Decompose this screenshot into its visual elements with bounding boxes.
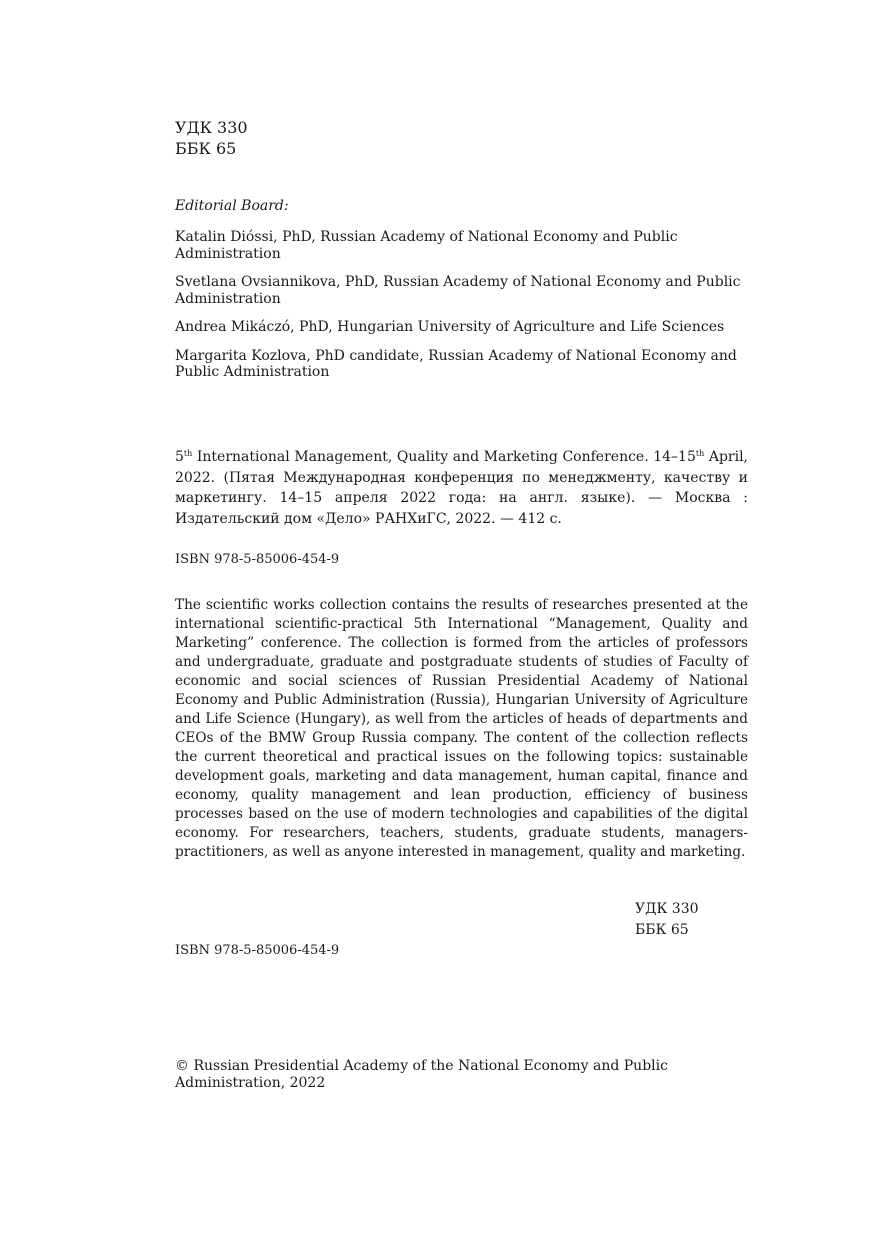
board-member: Andrea Mikáczó, PhD, Hungarian University of Agriculture and Life Sciences — [175, 319, 725, 335]
copyright-notice: © Russian Presidential Academy of the National Economy and Public Administration, 2022 — [175, 1058, 668, 1091]
udk-code: УДК 330 — [635, 901, 699, 917]
isbn-top: ISBN 978-5-85006-454-9 — [175, 552, 340, 567]
biblio-text-1: International Management, Quality and Marketing Conference. 14–15 — [192, 449, 696, 465]
board-member: Svetlana Ovsiannikova, PhD, Russian Academy of National Economy and Public Administration — [175, 274, 741, 307]
editorial-board-label: Editorial Board: — [175, 198, 289, 214]
biblio-superscript: th — [695, 449, 705, 458]
udk-code: УДК 330 — [175, 118, 248, 137]
classification-right — [635, 899, 699, 941]
bbk-code: ББК 65 — [175, 139, 237, 158]
isbn-bottom: ISBN 978-5-85006-454-9 — [175, 943, 340, 958]
bbk-code: ББК 65 — [635, 922, 689, 938]
abstract-paragraph: The scientific works collection contains the results of researches presented at the international scientific-practical 5th International “Management, Quality and Marketing” conference. The collection is formed from the articles of professors and undergraduate, graduate and postgraduate students of studies of Faculty of economic and social sciences of Russian Presidential Academy of National Economy and Public Administration (Russia), Hungarian University of Agriculture and Life Science (Hungary), as well from the articles of heads of departments and CEOs of the BMW Group Russia company. The content of the collection reflects the current theoretical and practical issues on the following topics: sustainable development goals, marketing and data management, human capital, finance and economy, quality management and lean production, efficiency of business processes based on the use of modern technologies and capabilities of the digital economy. For researchers, teachers, students, graduate students, managers-practitioners, as well as anyone interested in management, quality and marketing. — [175, 597, 748, 860]
board-member: Katalin Dióssi, PhD, Russian Academy of National Economy and Public Administration — [175, 229, 678, 262]
bibliographic-description — [175, 447, 748, 529]
editorial-board-list — [175, 229, 755, 393]
biblio-superscript: th — [183, 449, 193, 458]
biblio-number: 5 — [175, 449, 184, 465]
biblio-text-2: April, 2022. (Пятая Международная конференция по менеджменту, качеству и маркетингу. 14–15 апреля 2022 года: на англ. языке). — Москва : Издательский дом «Дело» РАНХиГС, 2022. — 412 с. — [175, 449, 748, 527]
classification-top — [175, 117, 248, 159]
board-member: Margarita Kozlova, PhD candidate, Russian Academy of National Economy and Public Administration — [175, 347, 737, 380]
